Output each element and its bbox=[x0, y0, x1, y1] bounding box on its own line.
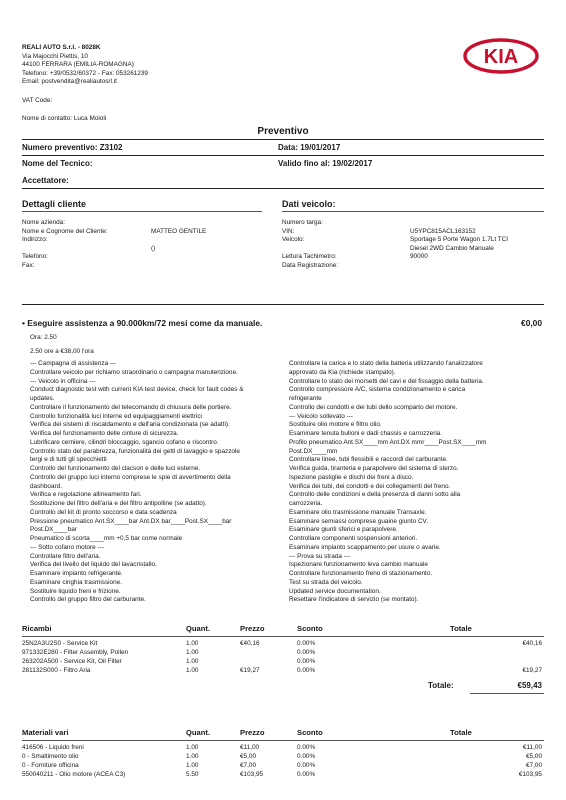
valid-until: Valido fino al: 19/02/2017 bbox=[278, 159, 373, 168]
service-task: --- Veicolo sollevato --- bbox=[289, 412, 353, 420]
divider bbox=[22, 636, 544, 637]
vehicle-vin: U5YPC815ACL163152 bbox=[410, 227, 476, 235]
quote-date: Data: 19/01/2017 bbox=[278, 143, 341, 152]
service-task: Verifica e regolazione allineamento fari. bbox=[30, 491, 142, 499]
service-task: refrigerante bbox=[289, 395, 322, 402]
service-task: Verifica del funzionamento delle cinture di sicurezza. bbox=[30, 430, 179, 437]
cell-discount: 0.00% bbox=[297, 658, 316, 665]
service-task: Test su strada del veicolo. bbox=[289, 578, 363, 586]
client-name: MATTEO GENTILE bbox=[151, 227, 207, 235]
table-row bbox=[22, 666, 542, 675]
service-task: Resettare l'indicatore di servizio (se montato). bbox=[289, 596, 419, 604]
service-task: Esaminare impianto scappamento per usure o avarie. bbox=[289, 543, 441, 551]
service-task: tergi e di tutti gli specchietti bbox=[30, 456, 107, 464]
service-task: Controllare filtro dell'aria. bbox=[30, 552, 101, 560]
service-task: Esaminare olio trasmissione manuale Transaxle. bbox=[289, 508, 427, 516]
service-task: Conduct diagnostic test with current KIA test device, check for fault codes & bbox=[30, 386, 244, 394]
cell-total: €7,00 bbox=[526, 762, 542, 769]
service-task: Controllare funzionamento freno di stazionamento. bbox=[289, 570, 433, 577]
client-label: Indirizzo: bbox=[22, 236, 48, 244]
cell-discount: 0.00% bbox=[297, 762, 316, 769]
service-task: Controllo del gruppo filtro del carburante. bbox=[30, 596, 146, 604]
client-label bbox=[22, 245, 108, 254]
page-title: Preventivo bbox=[257, 126, 309, 137]
cell-item: 416506 - Liquido freni bbox=[22, 744, 84, 751]
materials-header-price: Prezzo bbox=[240, 728, 265, 737]
vehicle-values bbox=[410, 228, 508, 262]
service-task: Sostituzione del filtro dell'aria e del filtro antipolline (se adatto). bbox=[30, 500, 207, 507]
materials-header-total: Totale bbox=[450, 728, 472, 737]
divider bbox=[22, 139, 544, 140]
service-title: • Eseguire assistenza a 90.000km/72 mesi come da manuale. bbox=[22, 318, 263, 328]
kia-logo-text: KIA bbox=[483, 46, 519, 68]
divider bbox=[22, 740, 544, 741]
divider bbox=[22, 211, 262, 212]
cell-item: 971332E280 - Filter Assembly, Pollen bbox=[22, 649, 129, 656]
cell-qty: 1.00 bbox=[186, 753, 199, 760]
service-task: Pneumatico di scorta____mm +0,5 bar come normale bbox=[30, 535, 183, 542]
cell-discount: 0.00% bbox=[297, 649, 316, 656]
vat-code: VAT Code: bbox=[22, 97, 53, 104]
cell-item: 281132S000 - Filtro Aria bbox=[22, 667, 91, 674]
parts-header-item: Ricambi bbox=[22, 624, 52, 633]
service-task: Profilo pneumatico Ant.SX____mm Ant.DX mmr____Post.SX____mm bbox=[289, 438, 487, 446]
cell-qty: 1.00 bbox=[186, 744, 199, 751]
company-email: Email: postvendita@realiautosrl.it bbox=[22, 78, 117, 86]
parts-total-value: €59,43 bbox=[517, 681, 542, 690]
service-task: Updated service documentation. bbox=[289, 587, 381, 595]
company-phone: Telefono: +39/0532/60372 - Fax: 053261239 bbox=[22, 69, 148, 77]
cell-total: €5,00 bbox=[526, 753, 542, 760]
service-task: Esaminare tenuta bulloni e dadi chassis e carrozzeria. bbox=[289, 430, 443, 437]
cell-discount: 0.00% bbox=[297, 744, 316, 751]
service-task: Verifica guida, tiranteria e parapolvere del sistema di sterzo. bbox=[289, 465, 459, 472]
cell-qty: 1.00 bbox=[186, 658, 199, 665]
cell-qty: 5.50 bbox=[186, 771, 199, 778]
vehicle-labels bbox=[282, 219, 338, 271]
parts-header-price: Prezzo bbox=[240, 624, 265, 633]
table-row bbox=[22, 761, 542, 770]
quote-number: Numero preventivo: Z3102 bbox=[22, 143, 123, 152]
service-task: Controllo del kit di pronto soccorso e data scadenza bbox=[30, 508, 177, 516]
service-task: Post.DX____mm bbox=[289, 447, 338, 455]
cell-qty: 1.00 bbox=[186, 762, 199, 769]
service-task: --- Prova su strada --- bbox=[289, 552, 351, 560]
company-address-1: Via Majocchi Piettis, 10 bbox=[22, 52, 88, 60]
client-label: Nome e Cognome del Cliente: bbox=[22, 227, 108, 235]
cell-discount: 0.00% bbox=[297, 667, 316, 674]
service-task: Controllo dei condotti e dei tubi dello scomparto del motore. bbox=[289, 403, 458, 411]
cell-qty: 1.00 bbox=[186, 640, 199, 647]
service-task: Esaminare semiassi comprese guaine giunto CV. bbox=[289, 517, 429, 525]
table-row bbox=[22, 743, 542, 752]
vehicle-model-1: Sportage 5 Porte Wagon 1.7Lt TCI bbox=[410, 236, 509, 244]
contact-name: Nome di contatto: Luca Moioli bbox=[22, 115, 107, 122]
service-task: --- Veicolo in officina --- bbox=[30, 377, 96, 385]
vehicle-km: 90000 bbox=[410, 253, 428, 261]
materials-header-discount: Sconto bbox=[297, 728, 323, 737]
cell-price: €7,00 bbox=[240, 762, 256, 769]
service-task: Lubrificare cerniere, cilindri bloccaggio, sgancio cofano e riscontro. bbox=[30, 438, 219, 446]
service-task: Ispezione pastiglie e dischi dei freni a disco. bbox=[289, 473, 414, 481]
parts-header-discount: Sconto bbox=[297, 624, 323, 633]
service-task: Controllare il funzionamento del telecomando di chiusura delle portiere. bbox=[30, 403, 232, 411]
materials-header bbox=[22, 728, 542, 739]
service-task: Post.DX____bar bbox=[30, 526, 77, 534]
service-rate: 2.50 ore a €38,00 l'ora bbox=[30, 348, 94, 355]
service-task: Controllo stato del parabrezza, funzionalità dei getti di lavaggio e spazzole bbox=[30, 447, 240, 455]
service-task: Sostituire olio motore e filtro olio. bbox=[289, 421, 382, 429]
divider bbox=[22, 304, 544, 305]
service-task: Verifica dei sistemi di riscaldamento e dell'aria condizionata (se adatti). bbox=[30, 421, 230, 429]
service-task: Esaminare cinghia trasmissione. bbox=[30, 578, 122, 586]
acceptor: Accettatore: bbox=[22, 176, 69, 185]
service-task: Controllo del gruppo luci interno comprese le spie di avvertimento della bbox=[30, 473, 231, 481]
cell-item: 263202A500 - Service Kit, Oil Filter bbox=[22, 658, 122, 665]
vehicle-label: Lettura Tachimetro: bbox=[282, 253, 337, 261]
service-task: approvato da Kia (richiede stampato). bbox=[289, 368, 396, 376]
service-amount: €0,00 bbox=[521, 318, 542, 328]
vehicle-label bbox=[282, 245, 338, 254]
client-labels bbox=[22, 219, 108, 271]
service-task: Controllare lo stato dei morsetti del cavi e del fissaggio della batteria. bbox=[289, 377, 484, 385]
cell-qty: 1.00 bbox=[186, 649, 199, 656]
vehicle-label: Veicolo: bbox=[282, 236, 305, 244]
parts-header-qty: Quant. bbox=[186, 624, 211, 633]
vehicle-model-2: Diesel 2WD Cambio Manuale bbox=[410, 244, 494, 252]
parts-total-label: Totale: bbox=[428, 681, 454, 690]
client-label: Fax: bbox=[22, 261, 35, 269]
cell-total: €40,16 bbox=[522, 640, 542, 647]
service-task: Sostituire liquido freni e frizione. bbox=[30, 587, 121, 595]
divider bbox=[22, 155, 544, 156]
materials-header-qty: Quant. bbox=[186, 728, 211, 737]
kia-logo bbox=[462, 37, 540, 75]
table-row bbox=[22, 657, 542, 666]
cell-total: €19,27 bbox=[522, 667, 542, 674]
cell-total: €103,95 bbox=[518, 771, 542, 778]
cell-item: 0 - Smaltimento olio bbox=[22, 753, 79, 760]
client-label: Nome azienda: bbox=[22, 219, 65, 226]
company-address-2: 44100 FERRARA (EMILIA-ROMAGNA) bbox=[22, 61, 134, 69]
divider bbox=[282, 211, 544, 212]
service-task: Verifica del livello del liquido del lavacristallo. bbox=[30, 561, 157, 569]
materials-header-item: Materiali vari bbox=[22, 728, 69, 737]
service-hours: Ora: 2.50 bbox=[30, 334, 57, 341]
cell-total: €11,00 bbox=[522, 744, 542, 751]
service-task: Pressione pneumatico Ant.SX____bar Ant.DX bar____Post.SX____bar bbox=[30, 517, 232, 525]
vehicle-label: Numero targa: bbox=[282, 219, 323, 226]
company-info bbox=[22, 44, 148, 87]
cell-item: 550040211 - Olio motore (ACEA C3) bbox=[22, 771, 126, 778]
client-title: Dettagli cliente bbox=[22, 199, 87, 209]
service-task: Esaminare impianto refrigerante. bbox=[30, 570, 123, 577]
service-task: Controllare la carica e lo stato della batteria utilizzando l'analizzatore bbox=[289, 360, 483, 367]
service-task: Controllo funzionalità luci interne ed equipaggiamenti elettrici bbox=[30, 412, 202, 420]
cell-price: €19,27 bbox=[240, 667, 260, 674]
service-task: updates. bbox=[30, 395, 55, 402]
service-task: Controllare linee, tubi flessibili e raccordi del carburante. bbox=[289, 456, 448, 464]
client-address: () bbox=[151, 245, 156, 252]
table-row bbox=[22, 770, 542, 779]
service-task: --- Campagna di assistenza --- bbox=[30, 360, 117, 367]
parts-header-total: Totale bbox=[450, 624, 472, 633]
cell-item: 25N2A3U2S0 - Service Kit bbox=[22, 640, 98, 647]
divider bbox=[22, 188, 544, 189]
technician-name: Nome del Tecnico: bbox=[22, 159, 93, 168]
table-row bbox=[22, 639, 542, 648]
service-task: Controllare componenti sospensioni anteriori. bbox=[289, 535, 418, 542]
table-row bbox=[22, 648, 542, 657]
divider bbox=[470, 693, 544, 694]
cell-item: 0 - Forniture officina bbox=[22, 762, 79, 769]
cell-price: €11,00 bbox=[240, 744, 260, 751]
cell-qty: 1.00 bbox=[186, 667, 199, 674]
client-label: Telefono: bbox=[22, 253, 48, 261]
parts-header bbox=[22, 624, 542, 635]
service-task: carrozzeria. bbox=[289, 500, 323, 507]
vehicle-title: Dati veicolo: bbox=[282, 199, 336, 209]
service-task: Esaminare giunti sferici e parapolvere. bbox=[289, 526, 398, 534]
service-task: Controllo del funzionamento del clacson e delle luci esterne. bbox=[30, 465, 201, 472]
vehicle-label: VIN: bbox=[282, 227, 295, 235]
service-tasks-right bbox=[289, 360, 487, 605]
service-tasks-left bbox=[30, 360, 243, 605]
service-task: Verifica dei tubi, dei condotti e dei collegamenti del freno. bbox=[289, 482, 451, 490]
cell-price: €5,00 bbox=[240, 753, 256, 760]
service-task: --- Sotto cofano motore --- bbox=[30, 543, 104, 551]
service-task: Controllo compressore A/C, sistema condizionamento e carica bbox=[289, 386, 466, 394]
table-row bbox=[22, 752, 542, 761]
cell-price: €103,95 bbox=[240, 771, 264, 778]
service-task: dashboard. bbox=[30, 482, 62, 490]
cell-discount: 0.00% bbox=[297, 640, 316, 647]
service-task: Controllo delle condizioni e della presenza di danni sotto alla bbox=[289, 491, 461, 499]
cell-price: €40,16 bbox=[240, 640, 260, 647]
service-task: Controllare veicolo per richiamo straordinario o campagna manutenzione. bbox=[30, 368, 238, 376]
vehicle-label: Data Registrazione: bbox=[282, 261, 339, 269]
company-name: REALI AUTO S.r.l. - 8028K bbox=[22, 44, 101, 51]
service-task: Ispezionare funzionamento leva cambio manuale bbox=[289, 561, 428, 569]
cell-discount: 0.00% bbox=[297, 753, 316, 760]
cell-discount: 0.00% bbox=[297, 771, 316, 778]
